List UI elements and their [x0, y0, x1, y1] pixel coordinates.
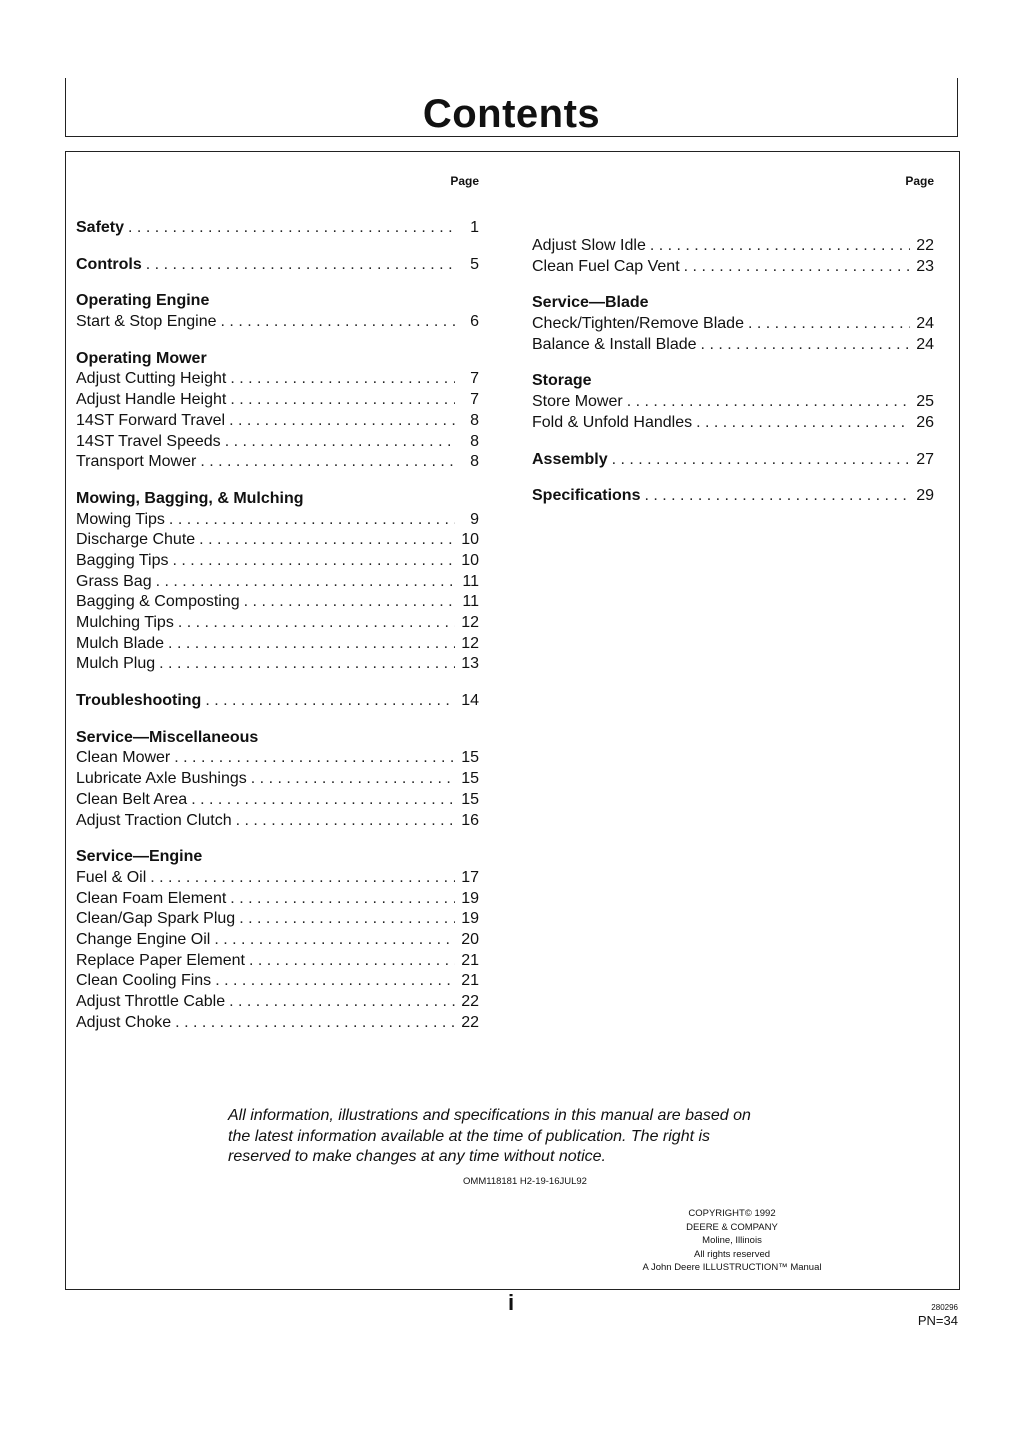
- page-number: i: [507, 1290, 515, 1315]
- toc-entry-page: 14: [461, 692, 479, 710]
- toc-entry-label: Clean Belt Area: [76, 790, 188, 808]
- toc-entry-label: Start & Stop Engine: [76, 313, 217, 331]
- toc-section-heading: Mowing, Bagging, & Mulching: [76, 489, 304, 507]
- dot-leader: [169, 510, 455, 531]
- toc-entry-page: 8: [470, 453, 479, 471]
- notice-line: All information, illustrations and specifications in this manual are based on: [228, 1107, 751, 1124]
- toc-entry-page: 24: [916, 335, 934, 353]
- toc-entry[interactable]: [76, 992, 479, 1013]
- toc-entry[interactable]: [76, 769, 479, 790]
- toc-entry[interactable]: [532, 257, 934, 278]
- toc-section-heading: Service—Blade: [532, 294, 649, 312]
- toc-entry-page: 29: [916, 487, 934, 505]
- toc-entry[interactable]: [76, 971, 479, 992]
- toc-section: [532, 450, 934, 471]
- dot-leader: [128, 218, 455, 239]
- toc-entry[interactable]: [76, 572, 479, 593]
- toc-entry-page: 7: [470, 391, 479, 409]
- toc-entry-label: Grass Bag: [76, 572, 152, 590]
- toc-entry-page: 5: [470, 255, 479, 273]
- toc-section-heading: Operating Mower: [76, 349, 207, 367]
- toc-entry-label: Adjust Traction Clutch: [76, 811, 232, 829]
- toc-entry[interactable]: [76, 218, 479, 239]
- toc-entry[interactable]: [532, 450, 934, 471]
- dot-leader: [150, 868, 455, 889]
- toc-section: [76, 218, 479, 239]
- toc-entry[interactable]: [76, 390, 479, 411]
- toc-entry[interactable]: [76, 312, 479, 333]
- toc-entry-label: Store Mower: [532, 393, 623, 411]
- toc-section-heading: Storage: [532, 372, 592, 390]
- toc-entry-label: Mulching Tips: [76, 614, 174, 631]
- toc-section: [532, 371, 934, 433]
- toc-section: [532, 236, 934, 277]
- dot-leader: [251, 769, 455, 790]
- right-column: [532, 172, 934, 507]
- dot-leader: [239, 909, 455, 930]
- toc-entry-page: 23: [916, 257, 934, 275]
- notice-line: reserved to make changes at any time without notice.: [228, 1148, 606, 1165]
- toc-entry-label: Assembly: [532, 450, 608, 468]
- dot-leader: [168, 634, 455, 655]
- toc-entry[interactable]: [76, 790, 479, 811]
- toc-entry[interactable]: [76, 510, 479, 531]
- toc-section-heading: Service—Engine: [76, 848, 203, 866]
- dot-leader: [627, 392, 910, 413]
- toc-entry-page: 12: [461, 614, 479, 631]
- toc-entry-label: Mulch Plug: [76, 655, 156, 673]
- toc-entry-page: 26: [916, 413, 934, 431]
- toc-section-heading: Operating Engine: [76, 292, 210, 310]
- toc-entry[interactable]: [76, 369, 479, 390]
- notice-line: the latest information available at the time of publication. The right is: [228, 1127, 711, 1145]
- toc-entry[interactable]: [76, 634, 479, 655]
- part-number: PN=34: [917, 1313, 958, 1328]
- copyright-line: A John Deere ILLUSTRUCTION™ Manual: [642, 1262, 822, 1273]
- toc-entry-page: 11: [462, 593, 479, 611]
- dot-leader: [156, 572, 455, 593]
- toc-entry-label: Clean Fuel Cap Vent: [532, 257, 680, 275]
- toc-entry[interactable]: [76, 811, 479, 832]
- toc-entry-label: Transport Mower: [76, 453, 197, 471]
- dot-leader: [701, 335, 910, 356]
- copyright-line: All rights reserved: [693, 1248, 771, 1260]
- dot-leader: [174, 748, 455, 769]
- toc-entry-label: Adjust Cutting Height: [76, 370, 227, 388]
- toc-entry-label: Mowing Tips: [76, 510, 165, 528]
- dot-leader: [696, 413, 910, 434]
- dot-leader: [249, 951, 455, 972]
- toc-entry-page: 22: [916, 237, 934, 254]
- toc-entry-label: Mulch Blade: [76, 634, 165, 652]
- dot-leader: [178, 613, 455, 634]
- toc-entry-label: Replace Paper Element: [76, 951, 245, 969]
- dot-leader: [146, 255, 455, 276]
- dot-leader: [225, 432, 455, 453]
- toc-entry[interactable]: [532, 314, 934, 335]
- toc-entry-page: 8: [470, 432, 479, 450]
- toc-entry-page: 13: [461, 655, 479, 673]
- toc-entry[interactable]: [76, 909, 479, 930]
- toc-entry[interactable]: [76, 868, 479, 889]
- dot-leader: [175, 1013, 455, 1034]
- dot-leader: [229, 992, 455, 1013]
- dot-leader: [159, 654, 455, 675]
- title-box: [65, 78, 958, 137]
- toc-entry-page: 25: [916, 393, 934, 411]
- dot-leader: [244, 592, 455, 613]
- toc-entry-page: 12: [461, 634, 479, 652]
- disclaimer-notice: [228, 1106, 808, 1168]
- toc-entry-page: 11: [462, 572, 479, 590]
- toc-entry[interactable]: [76, 889, 479, 910]
- toc-entry-page: 6: [470, 313, 479, 331]
- toc-entry[interactable]: [76, 654, 479, 675]
- copyright-block: [622, 1207, 842, 1275]
- toc-entry-page: 27: [916, 450, 934, 468]
- dot-leader: [191, 790, 455, 811]
- document-code: OMM118181 H2-19-16JUL92: [463, 1176, 587, 1187]
- toc-entry-page: 22: [461, 1013, 479, 1031]
- toc-entry-page: 19: [461, 910, 479, 928]
- dot-leader: [214, 930, 455, 951]
- toc-entry-label: Lubricate Axle Bushings: [76, 770, 247, 788]
- toc-entry-page: 16: [461, 811, 479, 829]
- toc-entry[interactable]: [532, 236, 934, 257]
- page-column-label: Page: [905, 174, 934, 188]
- toc-entry-label: Controls: [76, 255, 142, 273]
- toc-entry-page: 17: [461, 868, 479, 886]
- copyright-line: Moline, Illinois: [702, 1235, 762, 1246]
- toc-entry-label: Adjust Throttle Cable: [76, 993, 226, 1010]
- copyright-line: COPYRIGHT© 1992: [688, 1208, 776, 1219]
- toc-entry[interactable]: [76, 452, 479, 473]
- toc-entry[interactable]: [76, 1013, 479, 1034]
- toc-entry[interactable]: [532, 413, 934, 434]
- toc-entry-label: Check/Tighten/Remove Blade: [532, 315, 744, 333]
- toc-entry-page: 8: [470, 411, 479, 429]
- toc-entry-label: Fold & Unfold Handles: [532, 413, 693, 431]
- toc-entry[interactable]: [76, 951, 479, 972]
- toc-entry-page: 15: [461, 790, 479, 808]
- toc-entry-label: Safety: [76, 219, 125, 236]
- toc-entry[interactable]: [76, 551, 479, 572]
- dot-leader: [644, 486, 910, 507]
- toc-entry-label: Clean Mower: [76, 749, 171, 767]
- page-column-label: Page: [450, 174, 479, 188]
- toc-section: [76, 255, 479, 276]
- toc-entry-page: 21: [461, 951, 479, 969]
- dot-leader: [612, 450, 910, 471]
- toc-entry[interactable]: [76, 411, 479, 432]
- toc-entry-label: Discharge Chute: [76, 531, 196, 549]
- dot-leader: [173, 551, 455, 572]
- left-column: [76, 172, 479, 1033]
- toc-entry-label: Adjust Slow Idle: [532, 237, 646, 254]
- reference-code: 280296: [931, 1303, 958, 1312]
- dot-leader: [230, 390, 455, 411]
- toc-entry-page: 22: [461, 993, 479, 1010]
- toc-entry[interactable]: [76, 432, 479, 453]
- toc-entry-label: Clean Cooling Fins: [76, 972, 212, 990]
- toc-entry-page: 15: [461, 770, 479, 788]
- toc-entry-label: 14ST Forward Travel: [76, 411, 226, 429]
- toc-entry[interactable]: [532, 335, 934, 356]
- toc-entry-page: 10: [461, 551, 479, 569]
- toc-entry-label: Balance & Install Blade: [532, 335, 697, 353]
- dot-leader: [199, 530, 455, 551]
- toc-entry-page: 21: [461, 972, 479, 990]
- toc-section: [76, 847, 479, 1033]
- dot-leader: [221, 312, 455, 333]
- toc-section-heading: Service—Miscellaneous: [76, 728, 259, 746]
- dot-leader: [236, 811, 455, 832]
- toc-entry[interactable]: [76, 748, 479, 769]
- toc-entry[interactable]: [76, 530, 479, 551]
- toc-section: [532, 486, 934, 507]
- toc-entry-page: 15: [461, 749, 479, 767]
- dot-leader: [230, 369, 455, 390]
- toc-entry[interactable]: [76, 613, 479, 634]
- toc-entry[interactable]: [76, 592, 479, 613]
- toc-entry-page: 1: [470, 219, 479, 236]
- toc-entry-label: Troubleshooting: [76, 692, 202, 710]
- dot-leader: [230, 889, 455, 910]
- dot-leader: [205, 691, 455, 712]
- toc-entry-label: Bagging & Composting: [76, 593, 240, 611]
- dot-leader: [748, 314, 910, 335]
- toc-entry-label: Bagging Tips: [76, 551, 169, 569]
- dot-leader: [215, 971, 455, 992]
- toc-entry-page: 7: [470, 370, 479, 388]
- dot-leader: [200, 452, 455, 473]
- toc-entry-page: 19: [461, 889, 479, 907]
- toc-entry[interactable]: [532, 486, 934, 507]
- toc-section: [76, 728, 479, 831]
- toc-entry-label: Adjust Choke: [76, 1013, 172, 1031]
- toc-entry-label: Adjust Handle Height: [76, 391, 227, 409]
- toc-entry[interactable]: [76, 255, 479, 276]
- toc-entry[interactable]: [532, 392, 934, 413]
- toc-entry-page: 9: [470, 510, 479, 528]
- toc-section: [76, 291, 479, 332]
- toc-entry-label: Specifications: [532, 487, 641, 505]
- toc-entry-label: 14ST Travel Speeds: [76, 432, 221, 450]
- toc-section: [76, 349, 479, 473]
- toc-entry[interactable]: [76, 691, 479, 712]
- toc-entry-label: Clean/Gap Spark Plug: [76, 910, 236, 928]
- dot-leader: [684, 257, 910, 278]
- toc-section: [76, 489, 479, 675]
- toc-section: [532, 293, 934, 355]
- toc-section: [76, 691, 479, 712]
- toc-entry-label: Change Engine Oil: [76, 930, 211, 948]
- dot-leader: [229, 411, 455, 432]
- toc-entry[interactable]: [76, 930, 479, 951]
- toc-entry-page: 10: [461, 531, 479, 549]
- dot-leader: [650, 236, 910, 257]
- toc-entry-label: Fuel & Oil: [76, 868, 147, 886]
- toc-entry-label: Clean Foam Element: [76, 889, 227, 907]
- toc-entry-page: 24: [916, 315, 934, 333]
- copyright-line: DEERE & COMPANY: [686, 1221, 778, 1233]
- toc-entry-page: 20: [461, 930, 479, 948]
- page-title: Contents: [422, 92, 601, 136]
